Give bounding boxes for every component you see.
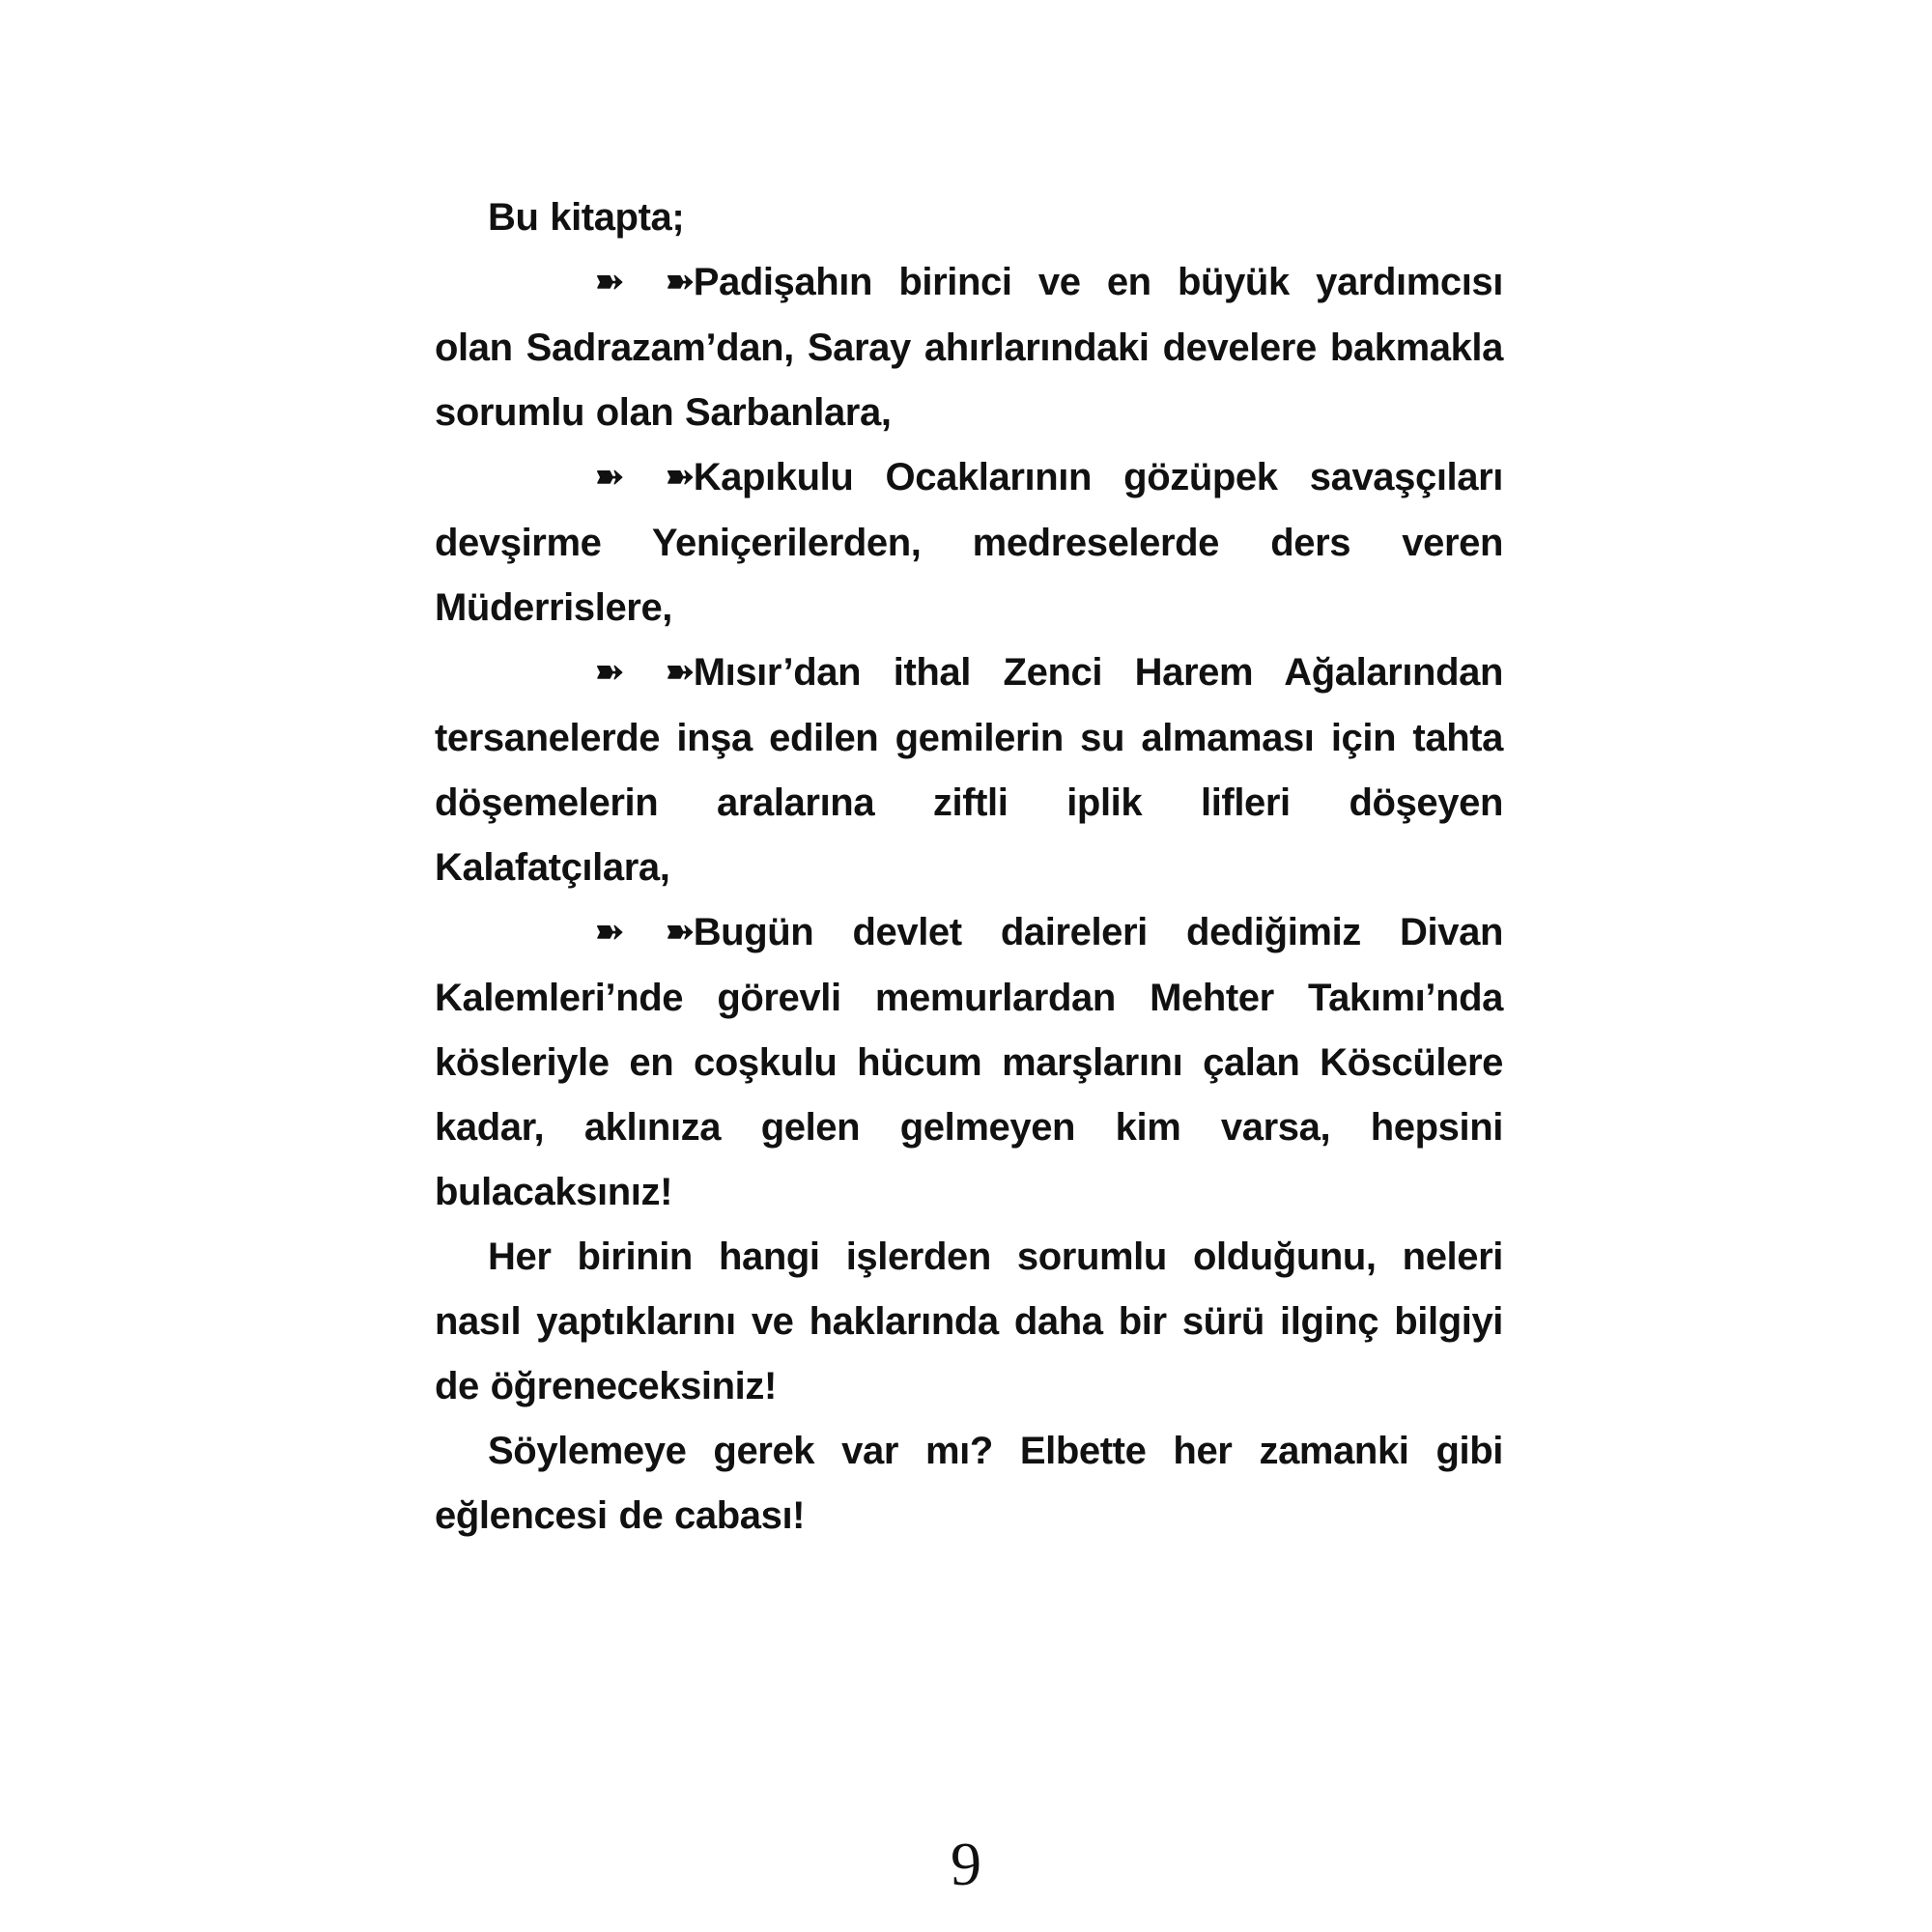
double-arrow-icon: ➽ ➽ bbox=[594, 652, 682, 693]
bullet-text: Mısır’dan ithal Zenci Harem Ağalarından tersanelerde inşa edilen gemilerin su almaması için tahta döşemelerin aralarına ziftli iplik lifleri döşeyen Kalafatçılara, bbox=[435, 651, 1503, 889]
bullet-item-4 bbox=[435, 900, 1503, 1225]
bullet-item-3 bbox=[435, 640, 1503, 900]
paragraph-2: Söylemeye gerek var mı? Elbette her zamanki gibi eğlencesi de cabası! bbox=[435, 1430, 1503, 1537]
double-arrow-icon: ➽ ➽ bbox=[594, 912, 682, 952]
page-number: 9 bbox=[951, 1830, 981, 1898]
bullet-item-1 bbox=[435, 250, 1503, 445]
body-text bbox=[435, 185, 1503, 1548]
double-arrow-icon: ➽ ➽ bbox=[594, 262, 682, 302]
bullet-text: Padişahın birinci ve en büyük yardımcısı olan Sadrazam’dan, Saray ahırlarındaki develere bakmakla sorumlu olan Sarbanlara, bbox=[435, 261, 1503, 434]
bullet-text: Bugün devlet daireleri dediğimiz Divan Kalemleri’nde görevli memurlardan Mehter Takımı’nda kösleriyle en coşkulu hücum marşlarını çalan Köscülere kadar, aklınıza gelen gelmeyen kim varsa, hepsini bulacaksınız! bbox=[435, 911, 1503, 1213]
bullet-text: Kapıkulu Ocaklarının gözüpek savaşçıları devşirme Yeniçerilerden, medreselerde ders veren Müderrislere, bbox=[435, 456, 1503, 629]
bullet-item-2 bbox=[435, 445, 1503, 640]
double-arrow-icon: ➽ ➽ bbox=[594, 457, 682, 497]
intro-line: Bu kitapta; bbox=[488, 196, 685, 239]
paragraph-1: Her birinin hangi işlerden sorumlu olduğunu, neleri nasıl yaptıklarını ve haklarında daha bir sürü ilginç bilgiyi de öğreneceksiniz! bbox=[435, 1236, 1503, 1407]
